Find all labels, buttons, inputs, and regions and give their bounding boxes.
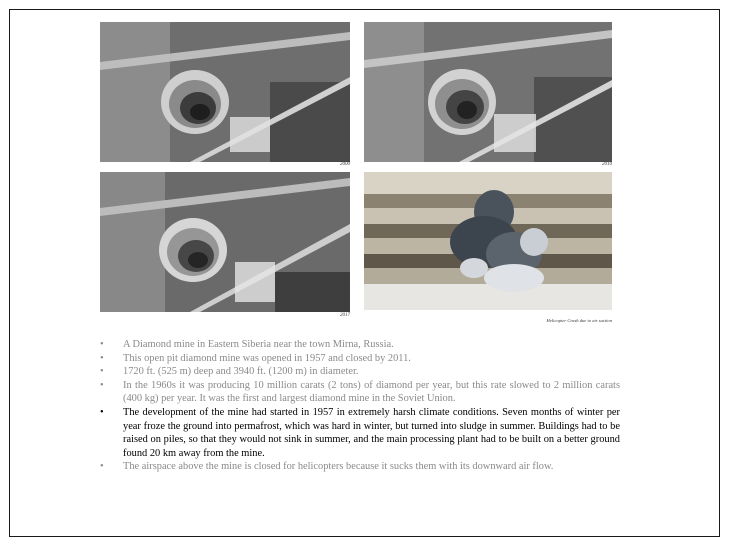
- satellite-photo-2010: [364, 22, 612, 162]
- fact-item-development: [100, 406, 620, 460]
- bullet-marker: •: [100, 366, 104, 378]
- fact-text: In the 1960s it was producing 10 million carats (2 tons) of diamond per year, but this rate slowed to 2 million carats (400 kg) per year. It was the first and largest diamond mine in the Soviet Union.: [123, 379, 620, 405]
- helicopter-crash-photo: [364, 172, 612, 310]
- fact-text: 1720 ft. (525 m) deep and 3940 ft. (1200 m) in diameter.: [123, 366, 359, 378]
- fact-item-production: [100, 379, 620, 406]
- fact-item-location: [100, 338, 620, 352]
- fact-item-airspace: [100, 460, 620, 474]
- fact-item-dimensions: [100, 365, 620, 379]
- fact-text: The development of the mine had started in 1957 in extremely harsh climate conditions. Seven months of winter per year froze the ground into permafrost, which was hard in winter, but turned into sludge in summer. Buildings had to be raised on piles, so that they would not sink in summer, and the main processing plant had to be built on a better ground found 20 km away from the mine.: [123, 406, 620, 459]
- bullet-marker: •: [100, 461, 104, 473]
- satellite-photo-2000: [100, 22, 350, 162]
- slide: [9, 9, 720, 537]
- satellite-photo-2017: [100, 172, 350, 312]
- bullet-marker: •: [100, 406, 104, 418]
- photo-caption-helicopter: Helicopter Crash due to air suction: [546, 318, 612, 323]
- fact-text: The airspace above the mine is closed for helicopters because it sucks them with its downward air flow.: [123, 461, 554, 473]
- fact-text: This open pit diamond mine was opened in 1957 and closed by 2011.: [123, 352, 411, 364]
- bullet-marker: •: [100, 379, 104, 391]
- fact-text: A Diamond mine in Eastern Siberia near the town Mirna, Russia.: [123, 339, 394, 350]
- photo-caption-2010: 2010: [602, 162, 612, 167]
- bullet-marker: •: [100, 352, 104, 364]
- fact-item-history: [100, 352, 620, 366]
- photo-caption-2017: 2017: [340, 313, 350, 318]
- bullet-marker: •: [100, 339, 104, 350]
- photo-caption-2000: 2000: [340, 162, 350, 167]
- fact-list: [100, 338, 620, 474]
